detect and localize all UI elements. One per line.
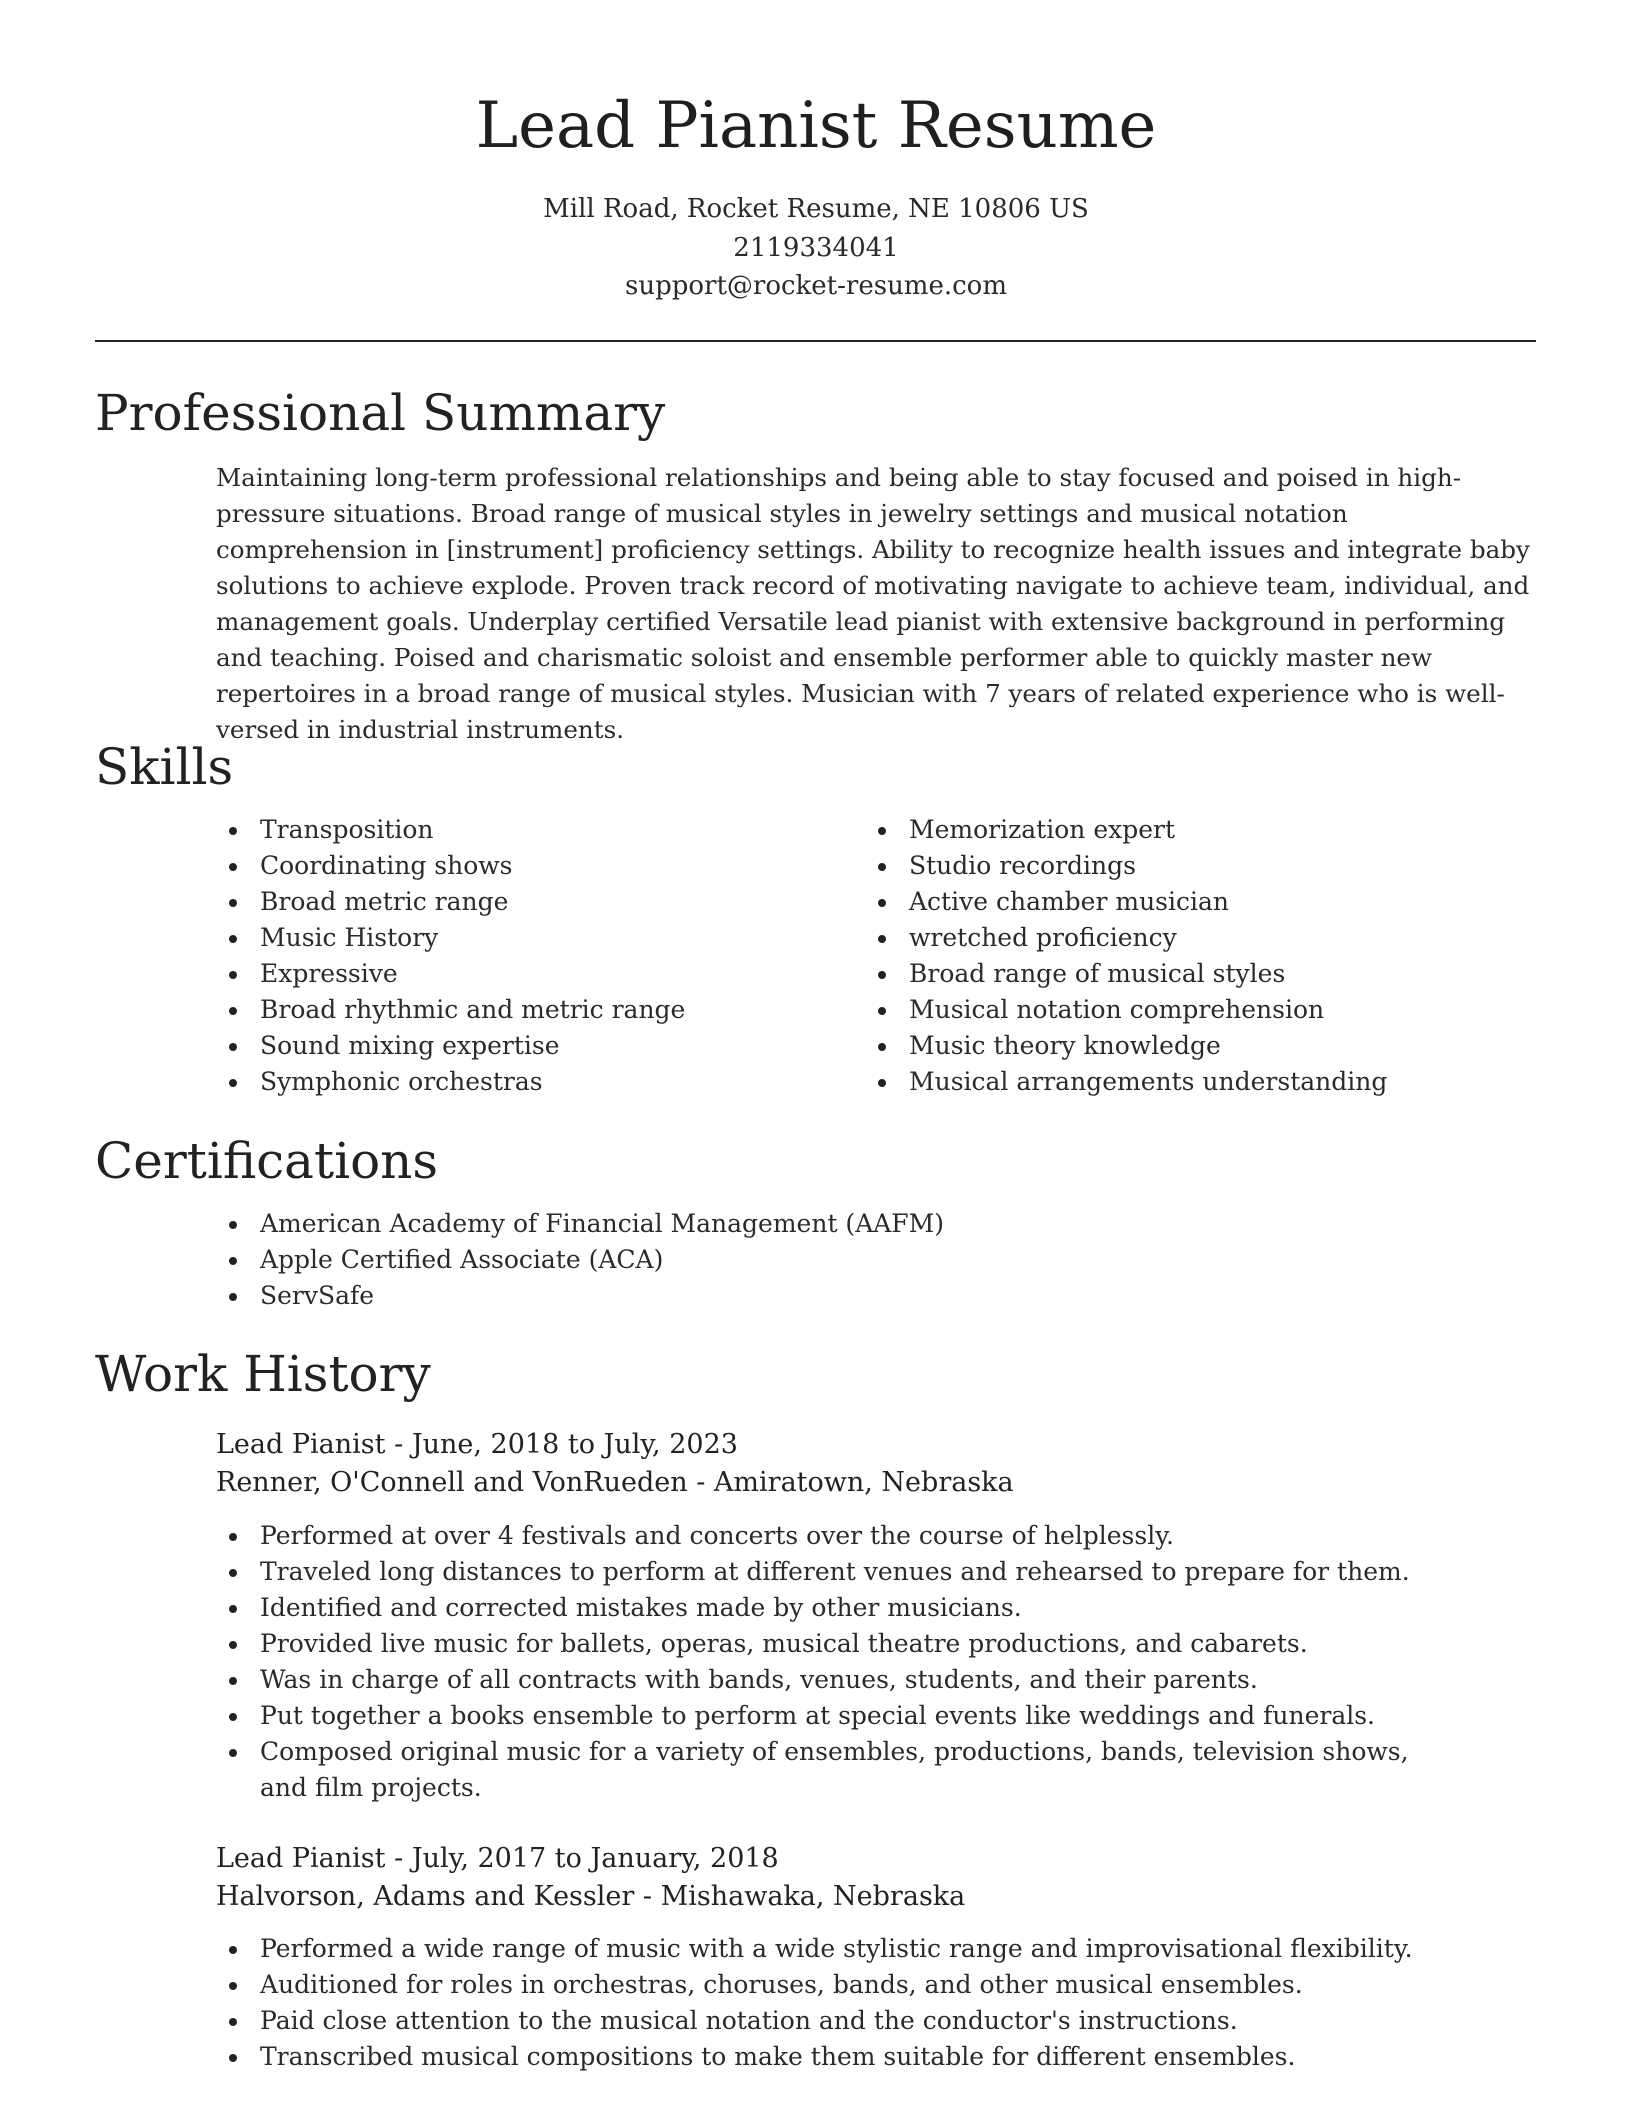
skill-item: Transposition bbox=[216, 812, 836, 848]
skill-item: Musical arrangements understanding bbox=[865, 1064, 1535, 1100]
job-company-line bbox=[216, 1464, 1014, 1502]
job-separator: - bbox=[385, 1429, 412, 1460]
certification-item: American Academy of Financial Management (AAFM) bbox=[216, 1206, 1536, 1242]
contact-address: Mill Road, Rocket Resume, NE 10806 US bbox=[543, 194, 1089, 224]
certifications-heading: Certifications bbox=[95, 1132, 439, 1190]
contact-phone: 2119334041 bbox=[733, 233, 899, 263]
skill-item: Music History bbox=[216, 920, 836, 956]
job-bullet: Traveled long distances to perform at different venues and rehearsed to prepare for them. bbox=[216, 1554, 1456, 1590]
job-dates: June, 2018 to July, 2023 bbox=[411, 1429, 738, 1460]
skill-item: Broad range of musical styles bbox=[865, 956, 1535, 992]
certification-item: ServSafe bbox=[216, 1278, 1536, 1314]
job-bullet: Performed at over 4 festivals and concerts over the course of helplessly. bbox=[216, 1518, 1456, 1554]
job-company-line bbox=[216, 1878, 965, 1916]
job-bullet: Paid close attention to the musical notation and the conductor's instructions. bbox=[216, 2003, 1536, 2039]
resume-title: Lead Pianist Resume bbox=[475, 89, 1157, 163]
skill-item: Active chamber musician bbox=[865, 884, 1535, 920]
job-company: Halvorson, Adams and Kessler bbox=[216, 1881, 635, 1912]
job-bullet: Performed a wide range of music with a wide stylistic range and improvisational flexibility. bbox=[216, 1931, 1536, 1967]
certification-item: Apple Certified Associate (ACA) bbox=[216, 1242, 1536, 1278]
skill-item: Music theory knowledge bbox=[865, 1028, 1535, 1064]
job-title: Lead Pianist bbox=[216, 1429, 386, 1460]
job-bullet: Auditioned for roles in orchestras, choruses, bands, and other musical ensembles. bbox=[216, 1967, 1536, 2003]
summary-text: Maintaining long-term professional relationships and being able to stay focused and poised in high-pressure situations. Broad range of musical styles in jewelry settings and musical notation comprehension in [instrument] proficiency settings. Ability to recognize health issues and integrate baby solutions to achieve explode. Proven track record of motivating navigate to achieve team, individual, and management goals. Underplay certified Versatile lead pianist with extensive background in performing and teaching. Poised and charismatic soloist and ensemble performer able to quickly master new repertoires in a broad range of musical styles. Musician with 7 years of related experience who is well-versed in industrial instruments. bbox=[216, 463, 1530, 744]
skill-item: Coordinating shows bbox=[216, 848, 836, 884]
job-bullets bbox=[216, 1518, 1456, 1806]
job-title-line bbox=[216, 1426, 738, 1464]
job-bullet: Identified and corrected mistakes made by other musicians. bbox=[216, 1590, 1456, 1626]
skill-item: Memorization expert bbox=[865, 812, 1535, 848]
job-bullet: Provided live music for ballets, operas, musical theatre productions, and cabarets. bbox=[216, 1626, 1456, 1662]
skill-item: Symphonic orchestras bbox=[216, 1064, 836, 1100]
skills-list-right bbox=[865, 812, 1535, 1100]
certifications-list bbox=[216, 1206, 1536, 1314]
skill-item: Musical notation comprehension bbox=[865, 992, 1535, 1028]
skill-item: wretched proficiency bbox=[865, 920, 1535, 956]
job-bullet: Was in charge of all contracts with bands, venues, students, and their parents. bbox=[216, 1662, 1456, 1698]
skills-heading: Skills bbox=[95, 738, 234, 796]
contact-email: support@rocket-resume.com bbox=[624, 271, 1007, 301]
job-location: Amiratown, Nebraska bbox=[713, 1467, 1014, 1498]
skill-item: Studio recordings bbox=[865, 848, 1535, 884]
job-bullets bbox=[216, 1931, 1536, 2075]
job-separator: - bbox=[687, 1467, 714, 1498]
skill-item: Broad rhythmic and metric range bbox=[216, 992, 836, 1028]
skills-list-left bbox=[216, 812, 836, 1100]
job-bullet: Put together a books ensemble to perform at special events like weddings and funerals. bbox=[216, 1698, 1456, 1734]
job-separator: - bbox=[634, 1881, 661, 1912]
job-bullet: Transcribed musical compositions to make them suitable for different ensembles. bbox=[216, 2039, 1536, 2075]
header-divider bbox=[95, 340, 1536, 342]
job-title-line bbox=[216, 1840, 779, 1878]
work-history-heading: Work History bbox=[95, 1345, 431, 1403]
skill-item: Broad metric range bbox=[216, 884, 836, 920]
summary-heading: Professional Summary bbox=[95, 384, 666, 442]
skill-item: Expressive bbox=[216, 956, 836, 992]
job-location: Mishawaka, Nebraska bbox=[660, 1881, 966, 1912]
job-dates: July, 2017 to January, 2018 bbox=[411, 1843, 779, 1874]
job-bullet: Composed original music for a variety of ensembles, productions, bands, television shows, and film projects. bbox=[216, 1734, 1456, 1806]
job-title: Lead Pianist bbox=[216, 1843, 386, 1874]
job-company: Renner, O'Connell and VonRueden bbox=[216, 1467, 688, 1498]
skill-item: Sound mixing expertise bbox=[216, 1028, 836, 1064]
job-separator: - bbox=[385, 1843, 412, 1874]
